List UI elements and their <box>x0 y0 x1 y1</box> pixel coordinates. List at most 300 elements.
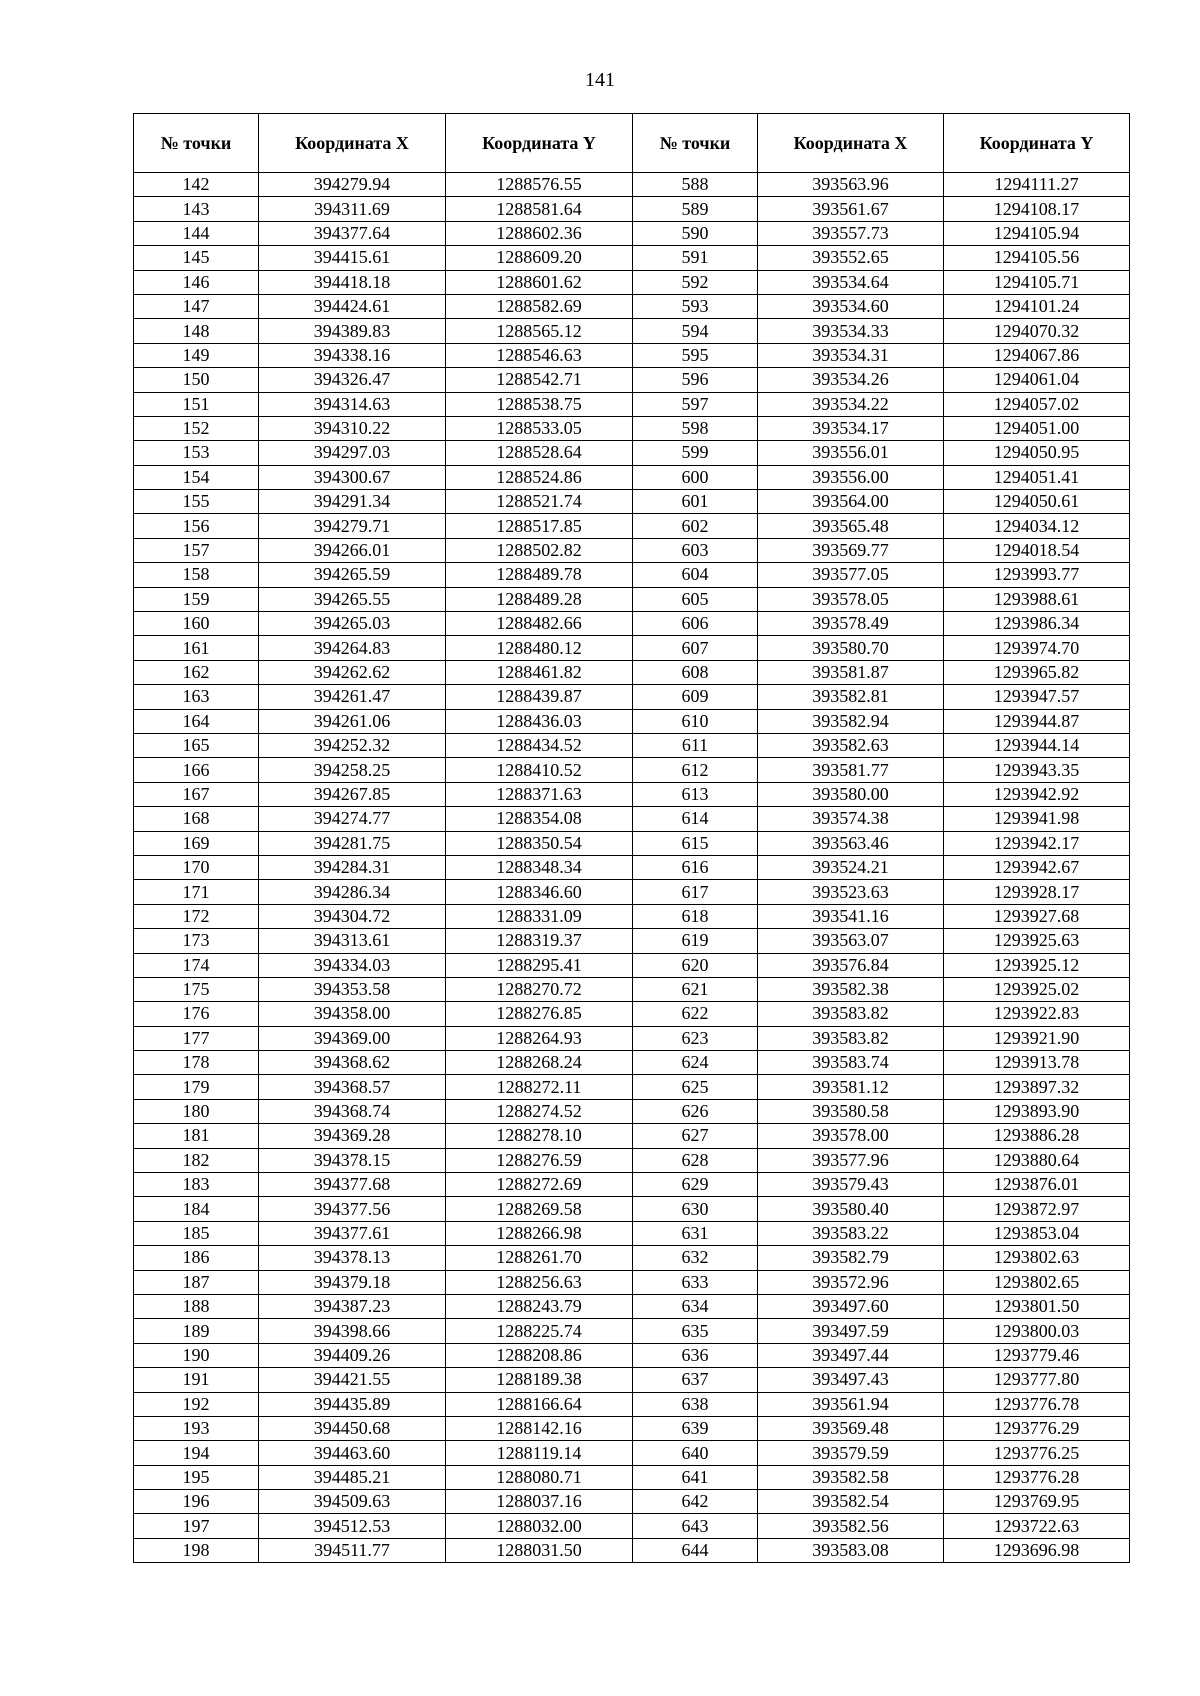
point-number-cell: 588 <box>633 173 758 197</box>
coordinate-y-cell: 1293913.78 <box>944 1051 1130 1075</box>
coordinate-x-cell: 394377.61 <box>259 1221 446 1245</box>
point-number-cell: 593 <box>633 294 758 318</box>
coordinate-y-cell: 1293776.29 <box>944 1416 1130 1440</box>
coordinate-x-cell: 394368.57 <box>259 1075 446 1099</box>
table-row <box>134 1075 1130 1099</box>
coordinate-x-cell: 394297.03 <box>259 441 446 465</box>
coordinate-x-cell: 394450.68 <box>259 1416 446 1440</box>
coordinate-x-cell: 394281.75 <box>259 831 446 855</box>
coordinate-y-cell: 1288602.36 <box>446 221 633 245</box>
point-number-cell: 190 <box>134 1343 259 1367</box>
coordinate-y-cell: 1288266.98 <box>446 1221 633 1245</box>
coordinate-y-cell: 1293776.28 <box>944 1465 1130 1489</box>
table-row <box>134 514 1130 538</box>
point-number-cell: 606 <box>633 612 758 636</box>
coordinate-x-cell: 394258.25 <box>259 758 446 782</box>
point-number-cell: 175 <box>134 977 259 1001</box>
coordinate-y-cell: 1288576.55 <box>446 173 633 197</box>
table-row <box>134 1514 1130 1538</box>
coordinate-x-cell: 394326.47 <box>259 368 446 392</box>
coordinate-x-cell: 393582.94 <box>758 709 944 733</box>
coordinate-x-cell: 394264.83 <box>259 636 446 660</box>
table-row <box>134 587 1130 611</box>
coordinate-y-cell: 1293776.78 <box>944 1392 1130 1416</box>
coordinate-x-cell: 393563.46 <box>758 831 944 855</box>
table-row <box>134 1392 1130 1416</box>
point-number-cell: 628 <box>633 1148 758 1172</box>
coordinate-x-cell: 393564.00 <box>758 490 944 514</box>
coordinate-x-cell: 394389.83 <box>259 319 446 343</box>
coordinate-y-cell: 1288276.59 <box>446 1148 633 1172</box>
coordinate-y-cell: 1288517.85 <box>446 514 633 538</box>
table-row <box>134 880 1130 904</box>
coordinate-y-cell: 1288601.62 <box>446 270 633 294</box>
point-number-cell: 177 <box>134 1026 259 1050</box>
coordinates-table <box>133 113 1130 1563</box>
coordinate-y-cell: 1288582.69 <box>446 294 633 318</box>
point-number-cell: 142 <box>134 173 259 197</box>
coordinate-y-cell: 1294105.94 <box>944 221 1130 245</box>
point-number-cell: 629 <box>633 1173 758 1197</box>
point-number-cell: 642 <box>633 1490 758 1514</box>
coordinate-y-cell: 1293777.80 <box>944 1368 1130 1392</box>
coordinate-x-cell: 394424.61 <box>259 294 446 318</box>
coordinate-x-cell: 393534.17 <box>758 416 944 440</box>
coordinate-y-cell: 1293974.70 <box>944 636 1130 660</box>
point-number-cell: 589 <box>633 197 758 221</box>
table-row <box>134 441 1130 465</box>
coordinate-x-cell: 394369.28 <box>259 1124 446 1148</box>
coordinate-y-cell: 1288461.82 <box>446 660 633 684</box>
coordinate-x-cell: 393582.58 <box>758 1465 944 1489</box>
coordinate-y-cell: 1288538.75 <box>446 392 633 416</box>
coordinate-y-cell: 1293779.46 <box>944 1343 1130 1367</box>
point-number-cell: 608 <box>633 660 758 684</box>
point-number-cell: 597 <box>633 392 758 416</box>
coordinate-y-cell: 1293722.63 <box>944 1514 1130 1538</box>
coordinate-y-cell: 1294034.12 <box>944 514 1130 538</box>
point-number-cell: 591 <box>633 246 758 270</box>
coordinate-y-cell: 1293802.65 <box>944 1270 1130 1294</box>
coordinate-x-cell: 394314.63 <box>259 392 446 416</box>
table-row <box>134 1368 1130 1392</box>
coordinate-y-cell: 1293893.90 <box>944 1099 1130 1123</box>
coordinate-y-cell: 1288581.64 <box>446 197 633 221</box>
point-number-cell: 149 <box>134 343 259 367</box>
point-number-cell: 189 <box>134 1319 259 1343</box>
coordinate-x-cell: 393581.87 <box>758 660 944 684</box>
coordinate-x-cell: 394378.13 <box>259 1246 446 1270</box>
point-number-cell: 619 <box>633 929 758 953</box>
point-number-cell: 184 <box>134 1197 259 1221</box>
coordinate-x-cell: 393579.59 <box>758 1441 944 1465</box>
coordinate-x-cell: 393561.67 <box>758 197 944 221</box>
coordinate-x-cell: 394418.18 <box>259 270 446 294</box>
coordinate-y-cell: 1294051.00 <box>944 416 1130 440</box>
point-number-cell: 632 <box>633 1246 758 1270</box>
point-number-cell: 626 <box>633 1099 758 1123</box>
coordinate-x-cell: 394261.06 <box>259 709 446 733</box>
coordinate-y-cell: 1293872.97 <box>944 1197 1130 1221</box>
point-number-cell: 617 <box>633 880 758 904</box>
point-number-cell: 169 <box>134 831 259 855</box>
point-number-cell: 170 <box>134 855 259 879</box>
point-number-cell: 183 <box>134 1173 259 1197</box>
coordinate-y-cell: 1294101.24 <box>944 294 1130 318</box>
coordinate-x-cell: 394267.85 <box>259 782 446 806</box>
point-number-cell: 603 <box>633 538 758 562</box>
coordinate-y-cell: 1294105.56 <box>944 246 1130 270</box>
coordinate-y-cell: 1288524.86 <box>446 465 633 489</box>
coordinate-x-cell: 393582.54 <box>758 1490 944 1514</box>
point-number-cell: 173 <box>134 929 259 953</box>
point-number-cell: 153 <box>134 441 259 465</box>
point-number-cell: 160 <box>134 612 259 636</box>
coordinate-x-cell: 393578.05 <box>758 587 944 611</box>
coordinate-y-cell: 1294050.61 <box>944 490 1130 514</box>
coordinate-y-cell: 1293921.90 <box>944 1026 1130 1050</box>
table-row <box>134 294 1130 318</box>
coordinate-x-cell: 393561.94 <box>758 1392 944 1416</box>
table-row <box>134 1173 1130 1197</box>
coordinate-x-cell: 393569.48 <box>758 1416 944 1440</box>
point-number-cell: 625 <box>633 1075 758 1099</box>
coordinate-y-cell: 1293986.34 <box>944 612 1130 636</box>
coordinate-x-cell: 394252.32 <box>259 733 446 757</box>
coordinate-y-cell: 1293853.04 <box>944 1221 1130 1245</box>
coordinate-x-cell: 394279.94 <box>259 173 446 197</box>
point-number-cell: 605 <box>633 587 758 611</box>
table-row <box>134 1294 1130 1318</box>
point-number-cell: 148 <box>134 319 259 343</box>
coordinate-y-cell: 1288319.37 <box>446 929 633 953</box>
coordinate-y-cell: 1288270.72 <box>446 977 633 1001</box>
point-number-cell: 166 <box>134 758 259 782</box>
header-coordinate-x: Координата X <box>758 114 944 173</box>
point-number-cell: 168 <box>134 807 259 831</box>
coordinate-y-cell: 1288565.12 <box>446 319 633 343</box>
point-number-cell: 172 <box>134 904 259 928</box>
point-number-cell: 598 <box>633 416 758 440</box>
point-number-cell: 186 <box>134 1246 259 1270</box>
coordinate-y-cell: 1294111.27 <box>944 173 1130 197</box>
table-row <box>134 977 1130 1001</box>
coordinate-x-cell: 393583.22 <box>758 1221 944 1245</box>
table-row <box>134 1270 1130 1294</box>
coordinate-y-cell: 1288521.74 <box>446 490 633 514</box>
table-row <box>134 685 1130 709</box>
coordinate-y-cell: 1288482.66 <box>446 612 633 636</box>
point-number-cell: 162 <box>134 660 259 684</box>
point-number-cell: 165 <box>134 733 259 757</box>
coordinate-x-cell: 393582.56 <box>758 1514 944 1538</box>
table-row <box>134 1416 1130 1440</box>
coordinate-x-cell: 394313.61 <box>259 929 446 953</box>
coordinate-y-cell: 1288119.14 <box>446 1441 633 1465</box>
table-row <box>134 660 1130 684</box>
coordinate-x-cell: 394369.00 <box>259 1026 446 1050</box>
coordinate-x-cell: 394358.00 <box>259 1002 446 1026</box>
table-row <box>134 197 1130 221</box>
coordinate-x-cell: 394266.01 <box>259 538 446 562</box>
table-row <box>134 1099 1130 1123</box>
coordinate-y-cell: 1288243.79 <box>446 1294 633 1318</box>
coordinate-y-cell: 1293944.14 <box>944 733 1130 757</box>
point-number-cell: 616 <box>633 855 758 879</box>
coordinate-x-cell: 393582.79 <box>758 1246 944 1270</box>
coordinate-y-cell: 1288371.63 <box>446 782 633 806</box>
point-number-cell: 638 <box>633 1392 758 1416</box>
coordinate-y-cell: 1288276.85 <box>446 1002 633 1026</box>
table-row <box>134 1124 1130 1148</box>
coordinate-y-cell: 1294061.04 <box>944 368 1130 392</box>
coordinate-y-cell: 1293769.95 <box>944 1490 1130 1514</box>
table-row <box>134 1026 1130 1050</box>
point-number-cell: 180 <box>134 1099 259 1123</box>
point-number-cell: 191 <box>134 1368 259 1392</box>
coordinate-y-cell: 1293886.28 <box>944 1124 1130 1148</box>
coordinate-y-cell: 1293876.01 <box>944 1173 1130 1197</box>
point-number-cell: 613 <box>633 782 758 806</box>
point-number-cell: 150 <box>134 368 259 392</box>
coordinate-x-cell: 393534.31 <box>758 343 944 367</box>
coordinate-y-cell: 1288346.60 <box>446 880 633 904</box>
coordinate-y-cell: 1293943.35 <box>944 758 1130 782</box>
coordinate-x-cell: 393534.33 <box>758 319 944 343</box>
coordinate-x-cell: 394304.72 <box>259 904 446 928</box>
point-number-cell: 610 <box>633 709 758 733</box>
coordinate-y-cell: 1288278.10 <box>446 1124 633 1148</box>
point-number-cell: 637 <box>633 1368 758 1392</box>
coordinate-y-cell: 1288348.34 <box>446 855 633 879</box>
point-number-cell: 176 <box>134 1002 259 1026</box>
coordinate-y-cell: 1288528.64 <box>446 441 633 465</box>
table-row <box>134 221 1130 245</box>
coordinate-x-cell: 393580.70 <box>758 636 944 660</box>
table-row <box>134 636 1130 660</box>
coordinate-y-cell: 1288080.71 <box>446 1465 633 1489</box>
coordinate-y-cell: 1288269.58 <box>446 1197 633 1221</box>
coordinate-y-cell: 1294070.32 <box>944 319 1130 343</box>
point-number-cell: 609 <box>633 685 758 709</box>
point-number-cell: 636 <box>633 1343 758 1367</box>
table-row <box>134 904 1130 928</box>
coordinate-x-cell: 393578.00 <box>758 1124 944 1148</box>
coordinate-x-cell: 394284.31 <box>259 855 446 879</box>
point-number-cell: 167 <box>134 782 259 806</box>
coordinate-x-cell: 394435.89 <box>259 1392 446 1416</box>
coordinate-x-cell: 394387.23 <box>259 1294 446 1318</box>
table-row <box>134 1002 1130 1026</box>
coordinate-y-cell: 1293880.64 <box>944 1148 1130 1172</box>
coordinate-x-cell: 394265.59 <box>259 563 446 587</box>
coordinate-x-cell: 394377.68 <box>259 1173 446 1197</box>
table-row <box>134 319 1130 343</box>
coordinate-y-cell: 1294018.54 <box>944 538 1130 562</box>
coordinate-x-cell: 394415.61 <box>259 246 446 270</box>
coordinate-y-cell: 1293928.17 <box>944 880 1130 904</box>
coordinate-y-cell: 1294057.02 <box>944 392 1130 416</box>
coordinate-y-cell: 1294050.95 <box>944 441 1130 465</box>
coordinate-y-cell: 1293897.32 <box>944 1075 1130 1099</box>
coordinate-y-cell: 1293802.63 <box>944 1246 1130 1270</box>
coordinate-x-cell: 393565.48 <box>758 514 944 538</box>
table-row <box>134 953 1130 977</box>
coordinate-x-cell: 394509.63 <box>259 1490 446 1514</box>
coordinate-y-cell: 1293801.50 <box>944 1294 1130 1318</box>
point-number-cell: 195 <box>134 1465 259 1489</box>
coordinate-y-cell: 1293947.57 <box>944 685 1130 709</box>
coordinate-y-cell: 1293776.25 <box>944 1441 1130 1465</box>
coordinate-y-cell: 1293988.61 <box>944 587 1130 611</box>
coordinate-x-cell: 393578.49 <box>758 612 944 636</box>
coordinate-x-cell: 394274.77 <box>259 807 446 831</box>
coordinate-y-cell: 1293965.82 <box>944 660 1130 684</box>
point-number-cell: 143 <box>134 197 259 221</box>
table-row <box>134 246 1130 270</box>
coordinate-x-cell: 394377.64 <box>259 221 446 245</box>
point-number-cell: 187 <box>134 1270 259 1294</box>
point-number-cell: 151 <box>134 392 259 416</box>
coordinate-x-cell: 393582.81 <box>758 685 944 709</box>
table-row <box>134 612 1130 636</box>
point-number-cell: 615 <box>633 831 758 855</box>
coordinate-x-cell: 393569.77 <box>758 538 944 562</box>
coordinate-x-cell: 393497.43 <box>758 1368 944 1392</box>
coordinate-x-cell: 394265.55 <box>259 587 446 611</box>
coordinate-x-cell: 394463.60 <box>259 1441 446 1465</box>
point-number-cell: 604 <box>633 563 758 587</box>
coordinate-y-cell: 1288542.71 <box>446 368 633 392</box>
coordinate-x-cell: 393576.84 <box>758 953 944 977</box>
point-number-cell: 611 <box>633 733 758 757</box>
point-number-cell: 178 <box>134 1051 259 1075</box>
coordinate-y-cell: 1288609.20 <box>446 246 633 270</box>
coordinate-x-cell: 394265.03 <box>259 612 446 636</box>
coordinate-x-cell: 394368.74 <box>259 1099 446 1123</box>
coordinate-y-cell: 1288546.63 <box>446 343 633 367</box>
point-number-cell: 601 <box>633 490 758 514</box>
point-number-cell: 157 <box>134 538 259 562</box>
point-number-cell: 594 <box>633 319 758 343</box>
coordinate-y-cell: 1293942.67 <box>944 855 1130 879</box>
coordinate-y-cell: 1288489.28 <box>446 587 633 611</box>
coordinate-x-cell: 393577.96 <box>758 1148 944 1172</box>
point-number-cell: 192 <box>134 1392 259 1416</box>
coordinate-y-cell: 1293941.98 <box>944 807 1130 831</box>
point-number-cell: 154 <box>134 465 259 489</box>
table-body <box>134 173 1130 1563</box>
point-number-cell: 595 <box>633 343 758 367</box>
table-row <box>134 709 1130 733</box>
coordinate-x-cell: 394279.71 <box>259 514 446 538</box>
coordinate-x-cell: 394286.34 <box>259 880 446 904</box>
point-number-cell: 146 <box>134 270 259 294</box>
coordinate-x-cell: 393556.00 <box>758 465 944 489</box>
coordinate-y-cell: 1293942.92 <box>944 782 1130 806</box>
coordinate-y-cell: 1288295.41 <box>446 953 633 977</box>
table-row <box>134 831 1130 855</box>
table-row <box>134 1343 1130 1367</box>
coordinate-x-cell: 393580.00 <box>758 782 944 806</box>
table-row <box>134 1221 1130 1245</box>
point-number-cell: 630 <box>633 1197 758 1221</box>
coordinate-y-cell: 1288268.24 <box>446 1051 633 1075</box>
point-number-cell: 147 <box>134 294 259 318</box>
coordinate-y-cell: 1293993.77 <box>944 563 1130 587</box>
point-number-cell: 618 <box>633 904 758 928</box>
table-row <box>134 416 1130 440</box>
coordinate-y-cell: 1288225.74 <box>446 1319 633 1343</box>
point-number-cell: 600 <box>633 465 758 489</box>
coordinate-x-cell: 393580.40 <box>758 1197 944 1221</box>
coordinate-x-cell: 393552.65 <box>758 246 944 270</box>
coordinate-x-cell: 393534.64 <box>758 270 944 294</box>
point-number-cell: 194 <box>134 1441 259 1465</box>
coordinate-y-cell: 1293925.12 <box>944 953 1130 977</box>
coordinate-y-cell: 1288256.63 <box>446 1270 633 1294</box>
coordinate-y-cell: 1288439.87 <box>446 685 633 709</box>
point-number-cell: 631 <box>633 1221 758 1245</box>
header-coordinate-x: Координата X <box>259 114 446 173</box>
point-number-cell: 624 <box>633 1051 758 1075</box>
coordinate-y-cell: 1288480.12 <box>446 636 633 660</box>
point-number-cell: 163 <box>134 685 259 709</box>
table-row <box>134 1490 1130 1514</box>
table-row <box>134 1051 1130 1075</box>
coordinate-y-cell: 1293696.98 <box>944 1538 1130 1562</box>
point-number-cell: 144 <box>134 221 259 245</box>
coordinate-x-cell: 393534.22 <box>758 392 944 416</box>
coordinate-y-cell: 1288032.00 <box>446 1514 633 1538</box>
coordinate-x-cell: 394409.26 <box>259 1343 446 1367</box>
coordinate-x-cell: 393497.60 <box>758 1294 944 1318</box>
point-number-cell: 622 <box>633 1002 758 1026</box>
coordinate-x-cell: 394300.67 <box>259 465 446 489</box>
point-number-cell: 145 <box>134 246 259 270</box>
table-row <box>134 855 1130 879</box>
coordinate-x-cell: 393574.38 <box>758 807 944 831</box>
coordinate-y-cell: 1288037.16 <box>446 1490 633 1514</box>
point-number-cell: 590 <box>633 221 758 245</box>
point-number-cell: 179 <box>134 1075 259 1099</box>
point-number-cell: 196 <box>134 1490 259 1514</box>
point-number-cell: 152 <box>134 416 259 440</box>
coordinate-x-cell: 393563.96 <box>758 173 944 197</box>
point-number-cell: 644 <box>633 1538 758 1562</box>
point-number-cell: 627 <box>633 1124 758 1148</box>
table-row <box>134 1148 1130 1172</box>
point-number-cell: 620 <box>633 953 758 977</box>
table-row <box>134 563 1130 587</box>
table-row <box>134 807 1130 831</box>
coordinate-x-cell: 393583.82 <box>758 1002 944 1026</box>
point-number-cell: 639 <box>633 1416 758 1440</box>
point-number-cell: 156 <box>134 514 259 538</box>
table-row <box>134 343 1130 367</box>
coordinate-x-cell: 394511.77 <box>259 1538 446 1562</box>
coordinate-y-cell: 1293925.63 <box>944 929 1130 953</box>
coordinate-x-cell: 394398.66 <box>259 1319 446 1343</box>
table-row <box>134 1465 1130 1489</box>
point-number-cell: 158 <box>134 563 259 587</box>
table-row <box>134 1441 1130 1465</box>
point-number-cell: 596 <box>633 368 758 392</box>
point-number-cell: 181 <box>134 1124 259 1148</box>
point-number-cell: 171 <box>134 880 259 904</box>
coordinate-y-cell: 1288272.69 <box>446 1173 633 1197</box>
point-number-cell: 623 <box>633 1026 758 1050</box>
